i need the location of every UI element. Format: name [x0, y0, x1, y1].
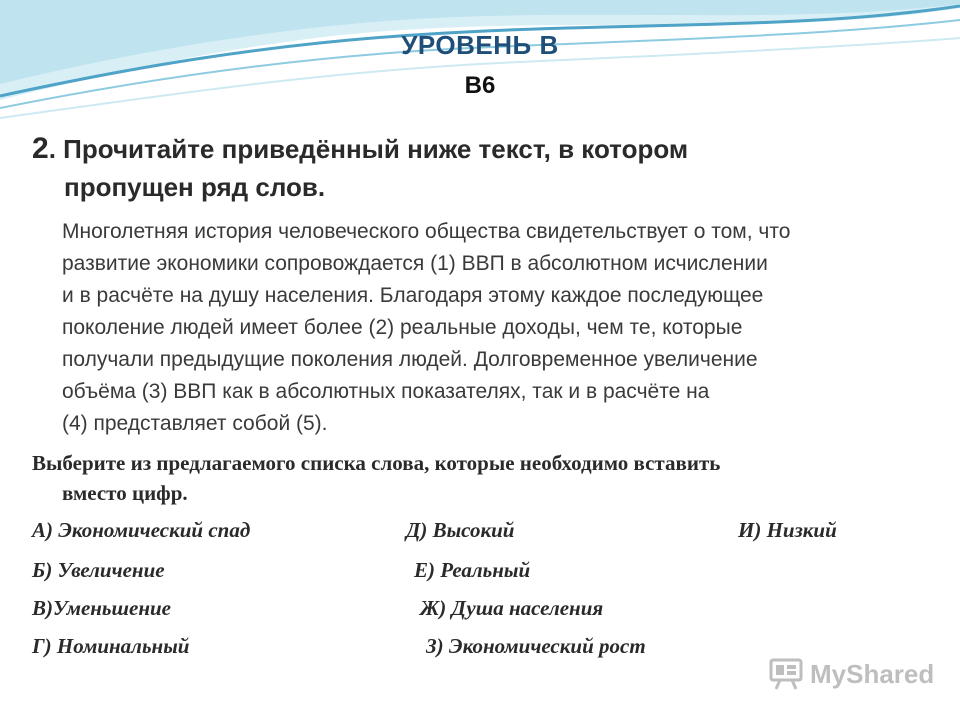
task-heading	[32, 130, 932, 206]
passage-line: (4) представляет собой (5).	[62, 412, 328, 435]
instruction-line1: Выберите из предлагаемого списка слова, которые необходимо вставить	[32, 451, 721, 475]
option-g: Г) Номинальный	[32, 634, 190, 658]
passage-line: объёма (3) ВВП как в абсолютных показателях, так и в расчёте на	[62, 380, 710, 403]
instruction	[32, 448, 932, 508]
passage-line: получали предыдущие поколения людей. Долговременное увеличение	[62, 348, 758, 371]
option-z: З) Экономический рост	[426, 634, 646, 658]
instruction-line2: вместо цифр.	[62, 481, 188, 505]
watermark-text: MyShared	[810, 658, 935, 689]
task-code: В6	[464, 72, 496, 99]
passage-line: Многолетняя история человеческого общества свидетельствует о том, что	[62, 220, 791, 243]
task-heading-line2: пропущен ряд слов.	[64, 172, 326, 202]
task-heading-line1: . Прочитайте приведённый ниже текст, в котором	[48, 134, 689, 164]
passage-line: и в расчёте на душу населения. Благодаря этому каждое последующее	[62, 284, 764, 307]
option-e: Е) Реальный	[414, 558, 531, 582]
option-v: В)Уменьшение	[32, 596, 172, 620]
level-title: УРОВЕНЬ В	[401, 30, 559, 60]
header-wave-decoration	[0, 0, 960, 130]
option-d: Д) Высокий	[406, 518, 515, 542]
passage-line: развитие экономики сопровождается (1) ВВП в абсолютном исчислении	[62, 252, 768, 275]
presentation-board-icon	[768, 657, 804, 691]
option-b: Б) Увеличение	[32, 558, 165, 582]
task-number: 2	[32, 132, 49, 165]
option-zh: Ж) Душа населения	[420, 596, 604, 620]
option-a: А) Экономический спад	[32, 518, 251, 542]
option-i: И) Низкий	[738, 518, 837, 542]
passage-text	[62, 216, 942, 440]
watermark	[768, 654, 934, 694]
passage-line: поколение людей имеет более (2) реальные доходы, чем те, которые	[62, 316, 743, 339]
